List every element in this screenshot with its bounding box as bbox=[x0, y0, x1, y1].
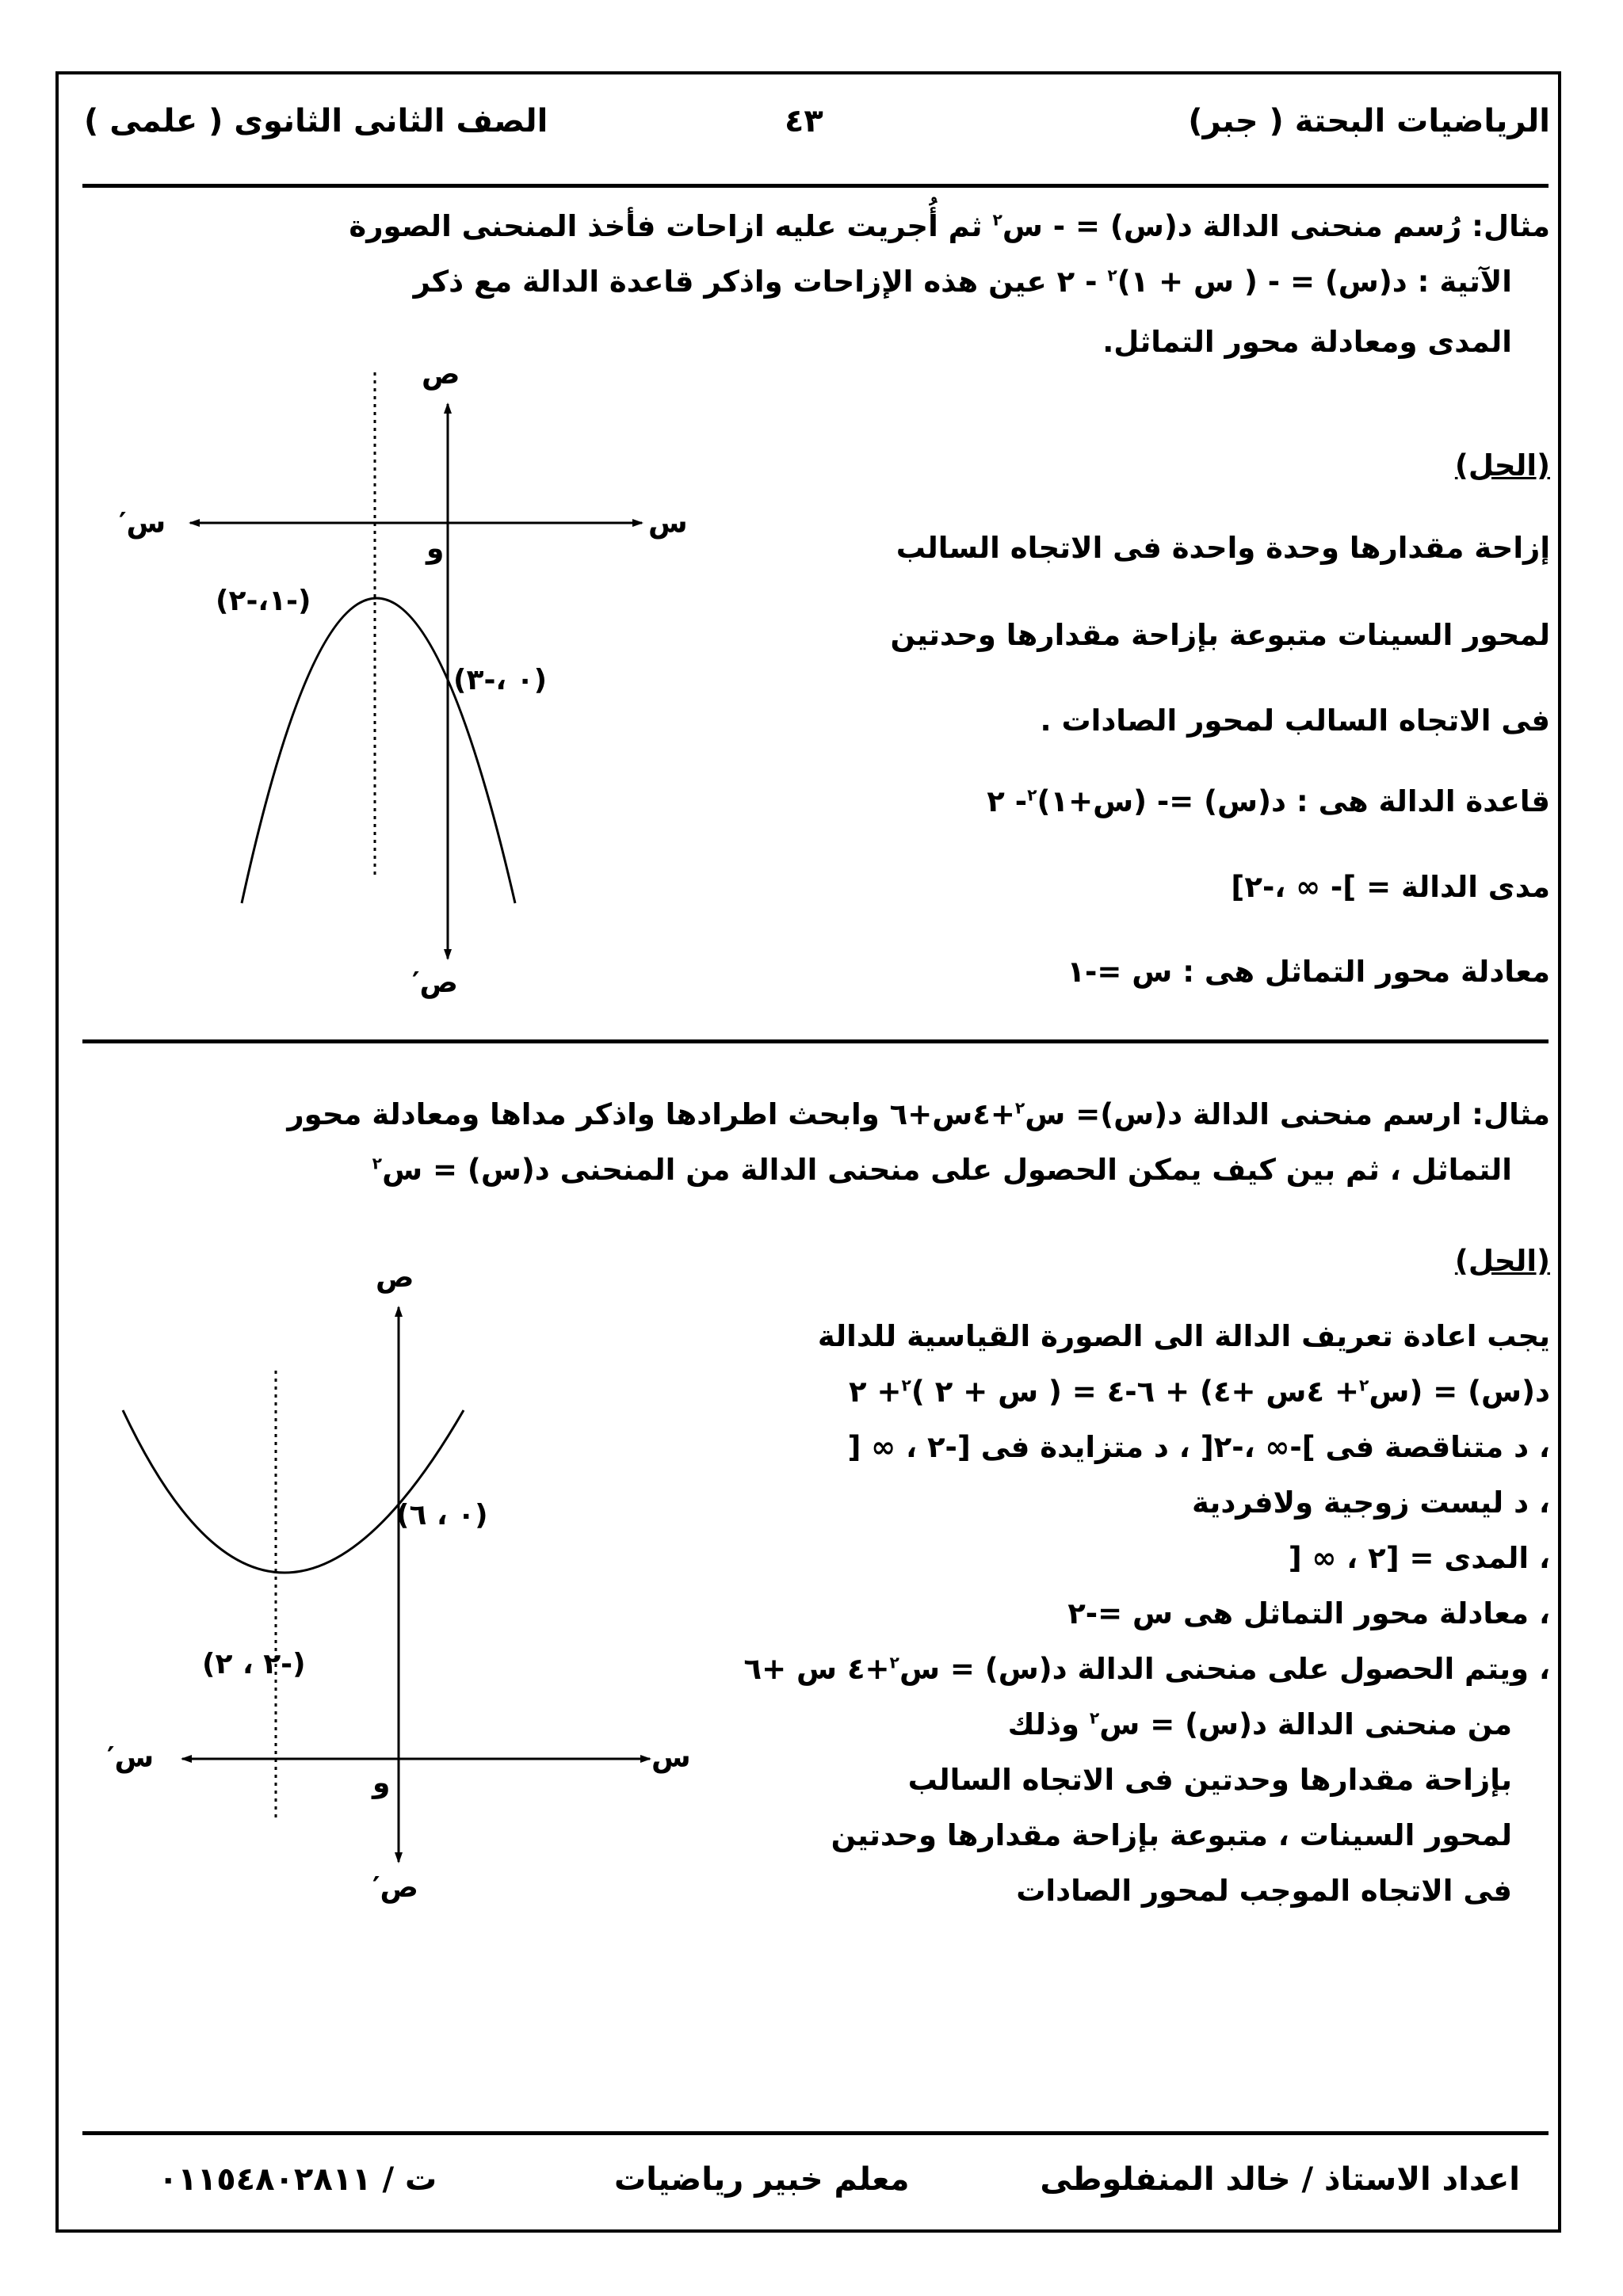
graph1-parabola-plot bbox=[111, 357, 682, 1014]
graph2-parabola-plot bbox=[111, 1276, 682, 1909]
solution2-line11: فى الاتجاه الموجب لمحور الصادات bbox=[1016, 1874, 1512, 1908]
page-number: ٤٣ bbox=[785, 103, 823, 139]
section-divider bbox=[82, 1039, 1549, 1043]
solution1-line3: فى الاتجاه السالب لمحور الصادات . bbox=[1040, 704, 1550, 738]
example2-line1: مثال: ارسم منحنى الدالة د(س)= س$^٢$+٤س+٦ وابحث اطرادها واذكر مداها ومعادلة محور bbox=[287, 1097, 1550, 1131]
example1-line1: مثال: رُسم منحنى الدالة د(س) = - س$^٢$ ثم أُجريت عليه ازاحات فأخذ المنحنى الصورة bbox=[349, 209, 1550, 243]
header-divider bbox=[82, 184, 1549, 188]
solution2-line7: ، ويتم الحصول على منحنى الدالة د(س) = س$^٢$+٤ س +٦ bbox=[743, 1652, 1550, 1686]
graph2-y-pos-label: ص bbox=[376, 1261, 414, 1294]
graph1-intercept-label: (٠ ،-٣) bbox=[453, 664, 548, 696]
header-subject: الرياضيات البحتة ( جبر) bbox=[1188, 103, 1550, 139]
graph2-vertex-label: (-٢ ، ٢) bbox=[202, 1648, 306, 1680]
solution2-line9: بإزاحة مقدارها وحدتين فى الاتجاه السالب bbox=[907, 1763, 1512, 1797]
solution2-title: (الحل) bbox=[1454, 1244, 1550, 1278]
solution1-title: (الحل) bbox=[1454, 448, 1550, 482]
graph2-origin-label: و bbox=[372, 1767, 391, 1799]
solution1-line2: لمحور السينات متبوعة بإزاحة مقدارها وحدتين bbox=[890, 618, 1550, 652]
solution2-line4: ، د ليست زوجية ولافردية bbox=[1191, 1486, 1550, 1520]
example1-line3: المدى ومعادلة محور التماثل. bbox=[1102, 325, 1512, 359]
solution2-line8: من منحنى الدالة د(س) = س$^٢$ وذلك bbox=[1007, 1707, 1512, 1741]
graph1-y-neg-label: ص′ bbox=[412, 967, 458, 999]
solution2-line3: ، د متناقصة فى ]-∞ ،-٢[ ، د متزايدة فى [-٢ ، ∞ [ bbox=[847, 1430, 1550, 1464]
graph1-origin-label: و bbox=[426, 532, 445, 565]
solution1-line6: معادلة محور التماثل هى : س =-١ bbox=[1067, 955, 1550, 989]
graph1-x-pos-label: س bbox=[648, 507, 688, 540]
solution2-line1: يجب اعادة تعريف الدالة الى الصورة القياسية للدالة bbox=[817, 1319, 1550, 1353]
header-grade: الصف الثانى الثانوى ( علمى ) bbox=[84, 103, 548, 139]
graph2-y-neg-label: ص′ bbox=[372, 1871, 418, 1904]
solution2-line6: ، معادلة محور التماثل هى س =-٢ bbox=[1067, 1596, 1550, 1630]
footer-divider bbox=[82, 2131, 1549, 2135]
solution1-line4: قاعدة الدالة هى : د(س) =- (س+١)$^٢$- ٢ bbox=[987, 784, 1550, 818]
solution1-line5: مدى الدالة = ]- ∞ ،-٢] bbox=[1231, 870, 1550, 904]
graph2-intercept-label: (٠ ، ٦) bbox=[396, 1499, 488, 1531]
solution2-line10: لمحور السينات ، متبوعة بإزاحة مقدارها وحدتين bbox=[831, 1818, 1512, 1852]
solution2-line5: ، المدى = [٢ ، ∞ [ bbox=[1288, 1541, 1550, 1575]
footer-phone: ت / ٠١١٥٤٨٠٢٨١١ bbox=[158, 2161, 437, 2198]
example1-line2: الآتية : د(س) = - ( س + ١)$^٢$ - ٢ عين هذه الإزاحات واذكر قاعدة الدالة مع ذكر bbox=[413, 265, 1512, 299]
graph1-curve bbox=[242, 598, 515, 903]
solution2-line2: د(س) = (س$^٢$+ ٤س +٤) + ٦-٤ = ( س + ٢ )$^٢$+ ٢ bbox=[849, 1375, 1550, 1409]
graph1-y-pos-label: ص bbox=[422, 358, 460, 391]
graph1-vertex-label: (-١،-٢) bbox=[216, 585, 311, 617]
graph1-x-neg-label: س′ bbox=[119, 507, 166, 540]
solution1-line1: إزاحة مقدارها وحدة واحدة فى الاتجاه السالب bbox=[896, 531, 1550, 565]
footer-title: معلم خبير رياضيات bbox=[614, 2161, 910, 2198]
graph2-x-pos-label: س bbox=[651, 1741, 691, 1774]
graph2-x-neg-label: س′ bbox=[107, 1741, 155, 1774]
graph2-curve bbox=[123, 1410, 464, 1573]
footer-author: اعداد الاستاذ / خالد المنفلوطى bbox=[1040, 2161, 1520, 2198]
example2-line2: التماثل ، ثم بين كيف يمكن الحصول على منحنى الدالة من المنحنى د(س) = س$^٢$ bbox=[372, 1153, 1512, 1187]
